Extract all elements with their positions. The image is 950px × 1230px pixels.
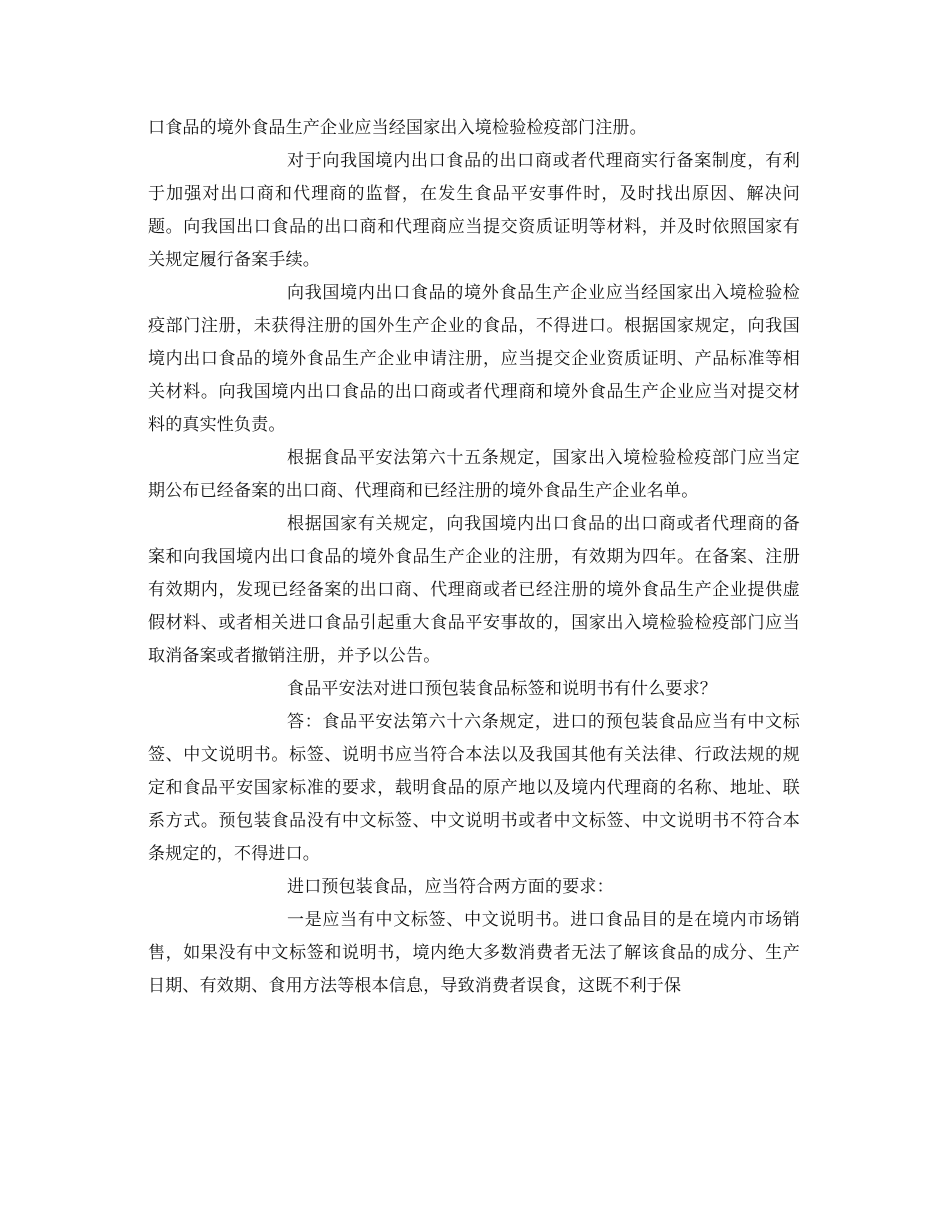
document-body [148, 112, 800, 1003]
paragraph-validity-period: 根据国家有关规定，向我国境内出口食品的出口商或者代理商的备案和向我国境内出口食品的境外食品生产企业的注册，有效期为四年。在备案、注册有效期内，发现已经备案的出口商、代理商或者已经注册的境外食品生产企业提供虚假材料、或者相关进口食品引起重大食品平安事故的，国家出入境检验检疫部门应当取消备案或者撤销注册，并予以公告。 [148, 514, 800, 666]
paragraph-article-65: 根据食品平安法第六十五条规定，国家出入境检验检疫部门应当定期公布已经备案的出口商、代理商和已经注册的境外食品生产企业名单。 [148, 448, 800, 501]
paragraph-question-labels: 食品平安法对进口预包装食品标签和说明书有什么要求？ [287, 679, 717, 699]
paragraph-exporter-filing: 对于向我国境内出口食品的出口商或者代理商实行备案制度，有利于加强对出口商和代理商的监督，在发生食品平安事件时，及时找出原因、解决问题。向我国出口食品的出口商和代理商应当提交资质证明等材料，并及时依照国家有关规定履行备案手续。 [148, 151, 800, 270]
paragraph-foreign-registration: 向我国境内出口食品的境外食品生产企业应当经国家出入境检验检疫部门注册，未获得注册的国外生产企业的食品，不得进口。根据国家规定，向我国境内出口食品的境外食品生产企业申请注册，应当提交企业资质证明、产品标准等相关材料。向我国境内出口食品的出口商或者代理商和境外食品生产企业应当对提交材料的真实性负责。 [148, 283, 800, 435]
paragraph-chinese-label-requirement: 一是应当有中文标签、中文说明书。进口食品目的是在境内市场销售，如果没有中文标签和说明书，境内绝大多数消费者无法了解该食品的成分、生产日期、有效期、食用方法等根本信息，导致消费者误食，这既不利于保 [148, 910, 800, 996]
paragraph-answer-article-66: 答：食品平安法第六十六条规定，进口的预包装食品应当有中文标签、中文说明书。标签、说明书应当符合本法以及我国其他有关法律、行政法规的规定和食品平安国家标准的要求，载明食品的原产地以及境内代理商的名称、地址、联系方式。预包装食品没有中文标签、中文说明书或者中文标签、中文说明书不符合本条规定的，不得进口。 [148, 712, 800, 864]
paragraph-continuation: 口食品的境外食品生产企业应当经国家出入境检验检疫部门注册。 [148, 118, 647, 138]
paragraph-two-requirements: 进口预包装食品，应当符合两方面的要求： [287, 877, 614, 897]
